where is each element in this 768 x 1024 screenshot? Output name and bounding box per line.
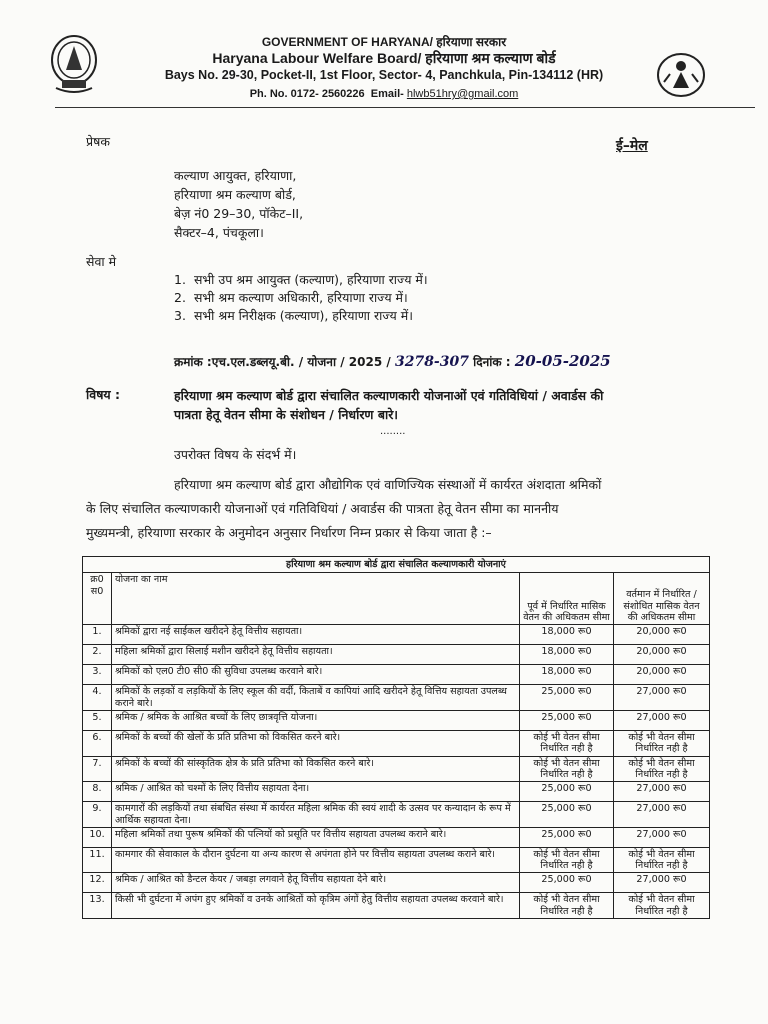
col-header-scheme: योजना का नाम (112, 573, 520, 625)
cell-current-limit: कोई भी वेतन सीमा निर्धारित नही है (614, 893, 710, 919)
cell-current-limit: 20,000 रू0 (614, 625, 710, 645)
table-row (83, 847, 710, 873)
cell-scheme: कामगार की सेवाकाल के दौरान दुर्घटना या अन्य कारण से अपंगता होने पर वित्तीय सहायता उपलब्ध कराने बारे। (112, 847, 520, 873)
cell-previous-limit: 25,000 रू0 (520, 710, 614, 730)
sender-line: बेज़ नं0 29–30, पॉकेट–II, (174, 206, 304, 221)
email-label: Email- (370, 88, 404, 100)
recipient-item: 1. सभी उप श्रम आयुक्त (कल्याण), हरियाणा राज्य में। (174, 272, 428, 287)
cell-previous-limit: 25,000 रू0 (520, 685, 614, 711)
paragraph-line: मुख्यमन्त्री, हरियाणा सरकार के अनुमोदन अनुसार निर्धारण निम्न प्रकार से किया जाता है :– (86, 525, 492, 540)
cell-current-limit: 27,000 रू0 (614, 685, 710, 711)
cell-previous-limit: 18,000 रू0 (520, 625, 614, 645)
table-row (83, 645, 710, 665)
cell-current-limit: 27,000 रू0 (614, 802, 710, 828)
cell-serial: 12. (83, 873, 112, 893)
reference-context: उपरोक्त विषय के संदर्भ में। (174, 447, 297, 462)
table-row (83, 802, 710, 828)
cell-scheme: श्रमिकों के लड़कों व लड़कियों के लिए स्कूल की वर्दी, किताबें व कापियां आदि खरीदने हेतू वित्तिय सहायता उपलब्ध कराने बारे। (112, 685, 520, 711)
col-header-previous-limit: पूर्व में निर्धारित मासिक वेतन की अधिकतम सीमा (520, 573, 614, 625)
cell-serial: 8. (83, 782, 112, 802)
mode-email: ई–मेल (616, 138, 648, 154)
col-header-serial: क्र0 स0 (83, 573, 112, 625)
cell-serial: 11. (83, 847, 112, 873)
phone-number: Ph. No. 0172- 2560226 (249, 88, 365, 100)
cell-scheme: किसी भी दुर्घटना में अपंग हुए श्रमिकों व उनके आश्रितों को कृत्रिम अंगों हेतु वित्तीय सहायता उपलब्ध करवाने बारे। (112, 893, 520, 919)
table-caption: हरियाणा श्रम कल्याण बोर्ड द्वारा संचालित कल्याणकारी योजनाएं (83, 557, 710, 573)
cell-serial: 10. (83, 827, 112, 847)
cell-previous-limit: 18,000 रू0 (520, 665, 614, 685)
recipient-list (174, 271, 436, 325)
board-contact (0, 88, 768, 100)
cell-current-limit: कोई भी वेतन सीमा निर्धारित नही है (614, 847, 710, 873)
cell-scheme: श्रमिक / आश्रित को चश्मों के लिए वित्तीय सहायता देना। (112, 782, 520, 802)
table-row (83, 665, 710, 685)
cell-serial: 13. (83, 893, 112, 919)
cell-previous-limit: 25,000 रू0 (520, 782, 614, 802)
cell-current-limit: कोई भी वेतन सीमा निर्धारित नही है (614, 730, 710, 756)
separator: ........ (380, 426, 406, 437)
table-body (83, 625, 710, 919)
paragraph-line: के लिए संचालित कल्याणकारी योजनाओं एवं गतिविधियां / अवार्डस की पात्रता हेतू वेतन सीमा का माननीय (86, 501, 559, 516)
subject-text (174, 386, 698, 424)
date-label: दिनांक : (473, 355, 511, 369)
table-row (83, 827, 710, 847)
cell-scheme: महिला श्रमिकों द्वारा सिलाई मशीन खरीदने हेतू वित्तीय सहायता। (112, 645, 520, 665)
board-address: Bays No. 29-30, Pocket-II, 1st Floor, Sector- 4, Panchkula, Pin-134112 (HR) (164, 68, 604, 82)
cell-current-limit: 27,000 रू0 (614, 782, 710, 802)
table-row (83, 873, 710, 893)
body-paragraph (86, 473, 698, 545)
subject-line: हरियाणा श्रम कल्याण बोर्ड द्वारा संचालित कल्याणकारी योजनाओं एवं गतिविधियां / अवार्डस की (174, 388, 604, 403)
cell-current-limit: 20,000 रू0 (614, 645, 710, 665)
cell-previous-limit: 25,000 रू0 (520, 827, 614, 847)
reference-number: 3278-307 (394, 354, 469, 370)
cell-previous-limit: 18,000 रू0 (520, 645, 614, 665)
cell-serial: 1. (83, 625, 112, 645)
cell-serial: 3. (83, 665, 112, 685)
to-label: सेवा मे (86, 254, 117, 269)
cell-previous-limit: कोई भी वेतन सीमा निर्धारित नही है (520, 730, 614, 756)
sender-line: कल्याण आयुक्त, हरियाणा, (174, 168, 297, 183)
date-value: 20-05-2025 (514, 352, 611, 370)
cell-scheme: श्रमिकों के बच्चों की खेलों के प्रति प्रतिभा को विकसित करने बारे। (112, 730, 520, 756)
paragraph-line: हरियाणा श्रम कल्याण बोर्ड द्वारा औद्योगिक एवं वाणिज्यिक संस्थाओं में कार्यरत अंशदाता श्रमिकों (174, 477, 602, 492)
table-row (83, 730, 710, 756)
reference-line (174, 352, 611, 370)
sender-line: हरियाणा श्रम कल्याण बोर्ड, (174, 187, 296, 202)
cell-serial: 9. (83, 802, 112, 828)
cell-current-limit: 27,000 रू0 (614, 827, 710, 847)
table-row (83, 625, 710, 645)
board-name: Haryana Labour Welfare Board/ हरियाणा श्रम कल्याण बोर्ड (212, 50, 556, 66)
table-row (83, 782, 710, 802)
cell-scheme: श्रमिकों के बच्चों की सांस्कृतिक क्षेत्र के प्रति प्रतिभा को विकसित करने बारे। (112, 756, 520, 782)
subject-label: विषय : (86, 387, 121, 402)
cell-previous-limit: 25,000 रू0 (520, 802, 614, 828)
reference-prefix: क्रमांक :एच.एल.डब्लयू.बी. / योजना / 2025 / (174, 355, 391, 369)
table-row (83, 756, 710, 782)
subject-line: पात्रता हेतू वेतन सीमा के संशोधन / निर्धारण बारे। (174, 407, 399, 422)
cell-current-limit: कोई भी वेतन सीमा निर्धारित नही है (614, 756, 710, 782)
table-row (83, 893, 710, 919)
cell-scheme: श्रमिक / श्रमिक के आश्रित बच्चों के लिए छात्रवृत्ति योजना। (112, 710, 520, 730)
cell-current-limit: 20,000 रू0 (614, 665, 710, 685)
cell-scheme: श्रमिकों द्वारा नई साईकल खरीदने हेतू वित्तीय सहायता। (112, 625, 520, 645)
table-row (83, 710, 710, 730)
cell-previous-limit: कोई भी वेतन सीमा निर्धारित नही है (520, 847, 614, 873)
recipient-item: 2. सभी श्रम कल्याण अधिकारी, हरियाणा राज्य में। (174, 290, 408, 305)
government-heading: GOVERNMENT OF HARYANA/ हरियाणा सरकार (261, 35, 507, 49)
header-divider (55, 107, 755, 108)
schemes-table (82, 556, 710, 919)
cell-previous-limit: कोई भी वेतन सीमा निर्धारित नही है (520, 756, 614, 782)
cell-serial: 2. (83, 645, 112, 665)
cell-current-limit: 27,000 रू0 (614, 710, 710, 730)
sender-line: सैक्टर–4, पंचकूला। (174, 225, 264, 240)
sender-label: प्रेषक (86, 134, 110, 149)
cell-serial: 5. (83, 710, 112, 730)
email-link[interactable]: hlwb51hry@gmail.com (406, 88, 519, 100)
table-row (83, 685, 710, 711)
cell-serial: 6. (83, 730, 112, 756)
cell-previous-limit: कोई भी वेतन सीमा निर्धारित नही है (520, 893, 614, 919)
cell-scheme: श्रमिक / आश्रित को डैन्टल केयर / जबड़ा लगवाने हेतू वित्तीय सहायता देने बारे। (112, 873, 520, 893)
cell-scheme: कामगारों की लड़कियों तथा संबधित संस्था में कार्यरत महिला श्रमिक की स्वयं शादी के उत्सव पर कन्यादान के रूप में आर्थिक सहायता देना। (112, 802, 520, 828)
recipient-item: 3. सभी श्रम निरीक्षक (कल्याण), हरियाणा राज्य में। (174, 308, 413, 323)
sender-address (174, 166, 303, 242)
cell-current-limit: 27,000 रू0 (614, 873, 710, 893)
col-header-current-limit: वर्तमान में निर्धारित / संशोधित मासिक वेतन की अधिकतम सीमा (614, 573, 710, 625)
cell-serial: 4. (83, 685, 112, 711)
cell-previous-limit: 25,000 रू0 (520, 873, 614, 893)
cell-scheme: श्रमिकों को एल0 टी0 सी0 की सुविधा उपलब्ध करवाने बारे। (112, 665, 520, 685)
cell-scheme: महिला श्रमिकों तथा पुरूष श्रमिकों की पत्नियों को प्रसूति पर वित्तीय सहायता उपलब्ध कराने बारे। (112, 827, 520, 847)
cell-serial: 7. (83, 756, 112, 782)
